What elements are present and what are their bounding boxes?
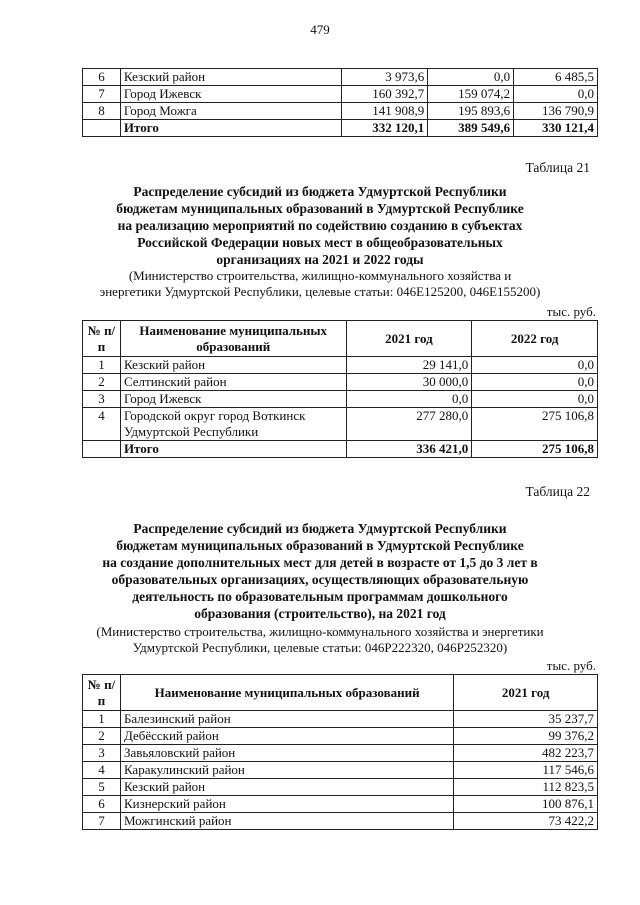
table21-unit: тыс. руб. xyxy=(546,304,596,319)
table21 xyxy=(82,320,598,458)
col-header-number: № п/п xyxy=(83,675,121,711)
table22-unit: тыс. руб. xyxy=(546,658,596,673)
col-header-2022: 2022 год xyxy=(472,321,598,357)
top-table xyxy=(82,68,598,137)
table-row: 3 Завьяловский район 482 223,7 xyxy=(83,745,598,762)
table-row: 3 Город Ижевск 0,0 0,0 xyxy=(83,391,598,408)
table-row: 8 Город Можга 141 908,9 195 893,6 136 790,9 xyxy=(83,103,598,120)
col-header-name: Наименование муниципальных образований xyxy=(120,321,346,357)
table22-subtitle: (Министерство строительства, жилищно-коммунального хозяйства и энергетики Удмуртской Республики, целевые статьи: 046P222320, 046P252320) xyxy=(96,624,544,655)
table-header-row xyxy=(83,675,598,711)
table-row: 4 Каракулинский район 117 546,6 xyxy=(83,762,598,779)
table-header-row xyxy=(83,321,598,357)
table-row: 7 Город Ижевск 160 392,7 159 074,2 0,0 xyxy=(83,86,598,103)
page-number: 479 xyxy=(310,22,330,37)
total-row: Итого 332 120,1 389 549,6 330 121,4 xyxy=(83,120,598,137)
col-header-number: № п/п xyxy=(83,321,121,357)
table21-title: Распределение субсидий из бюджета Удмуртской Республики бюджетам муниципальных образований в Удмуртской Республике на реализацию мероприятий по содействию созданию в субъектах Российской Федерации новых мест в общеобразовательных организациях на 2021 и 2022 годы xyxy=(116,184,524,267)
table-row: 4 Городской округ город Воткинск Удмуртской Республики 277 280,0 275 106,8 xyxy=(83,408,598,441)
table21-caption: Таблица 21 xyxy=(525,160,590,175)
table-row: 2 Дебёсский район 99 376,2 xyxy=(83,728,598,745)
table-row: 2 Селтинский район 30 000,0 0,0 xyxy=(83,374,598,391)
col-header-2021: 2021 год xyxy=(346,321,472,357)
total-row: Итого 336 421,0 275 106,8 xyxy=(83,441,598,458)
table-row: 1 Балезинский район 35 237,7 xyxy=(83,711,598,728)
table-row: 7 Можгинский район 73 422,2 xyxy=(83,813,598,830)
col-header-2021: 2021 год xyxy=(454,675,598,711)
table21-subtitle: (Министерство строительства, жилищно-коммунального хозяйства и энергетики Удмуртской Республики, целевые статьи: 046E125200, 046E155200) xyxy=(99,268,541,299)
table-row: 6 Кизнерский район 100 876,1 xyxy=(83,796,598,813)
table22 xyxy=(82,674,598,830)
col-header-name: Наименование муниципальных образований xyxy=(120,675,453,711)
table22-title: Распределение субсидий из бюджета Удмуртской Республики бюджетам муниципальных образований в Удмуртской Республике на создание дополнительных мест для детей в возрасте от 1,5 до 3 лет в образовательных организациях, осуществляющих образовательную деятельность по образовательным программам дошкольного образования (строительство), на 2021 год xyxy=(102,521,538,621)
table-row: 1 Кезский район 29 141,0 0,0 xyxy=(83,357,598,374)
table22-caption: Таблица 22 xyxy=(525,484,590,499)
table-row: 6 Кезский район 3 973,6 0,0 6 485,5 xyxy=(83,69,598,86)
table-row: 5 Кезский район 112 823,5 xyxy=(83,779,598,796)
